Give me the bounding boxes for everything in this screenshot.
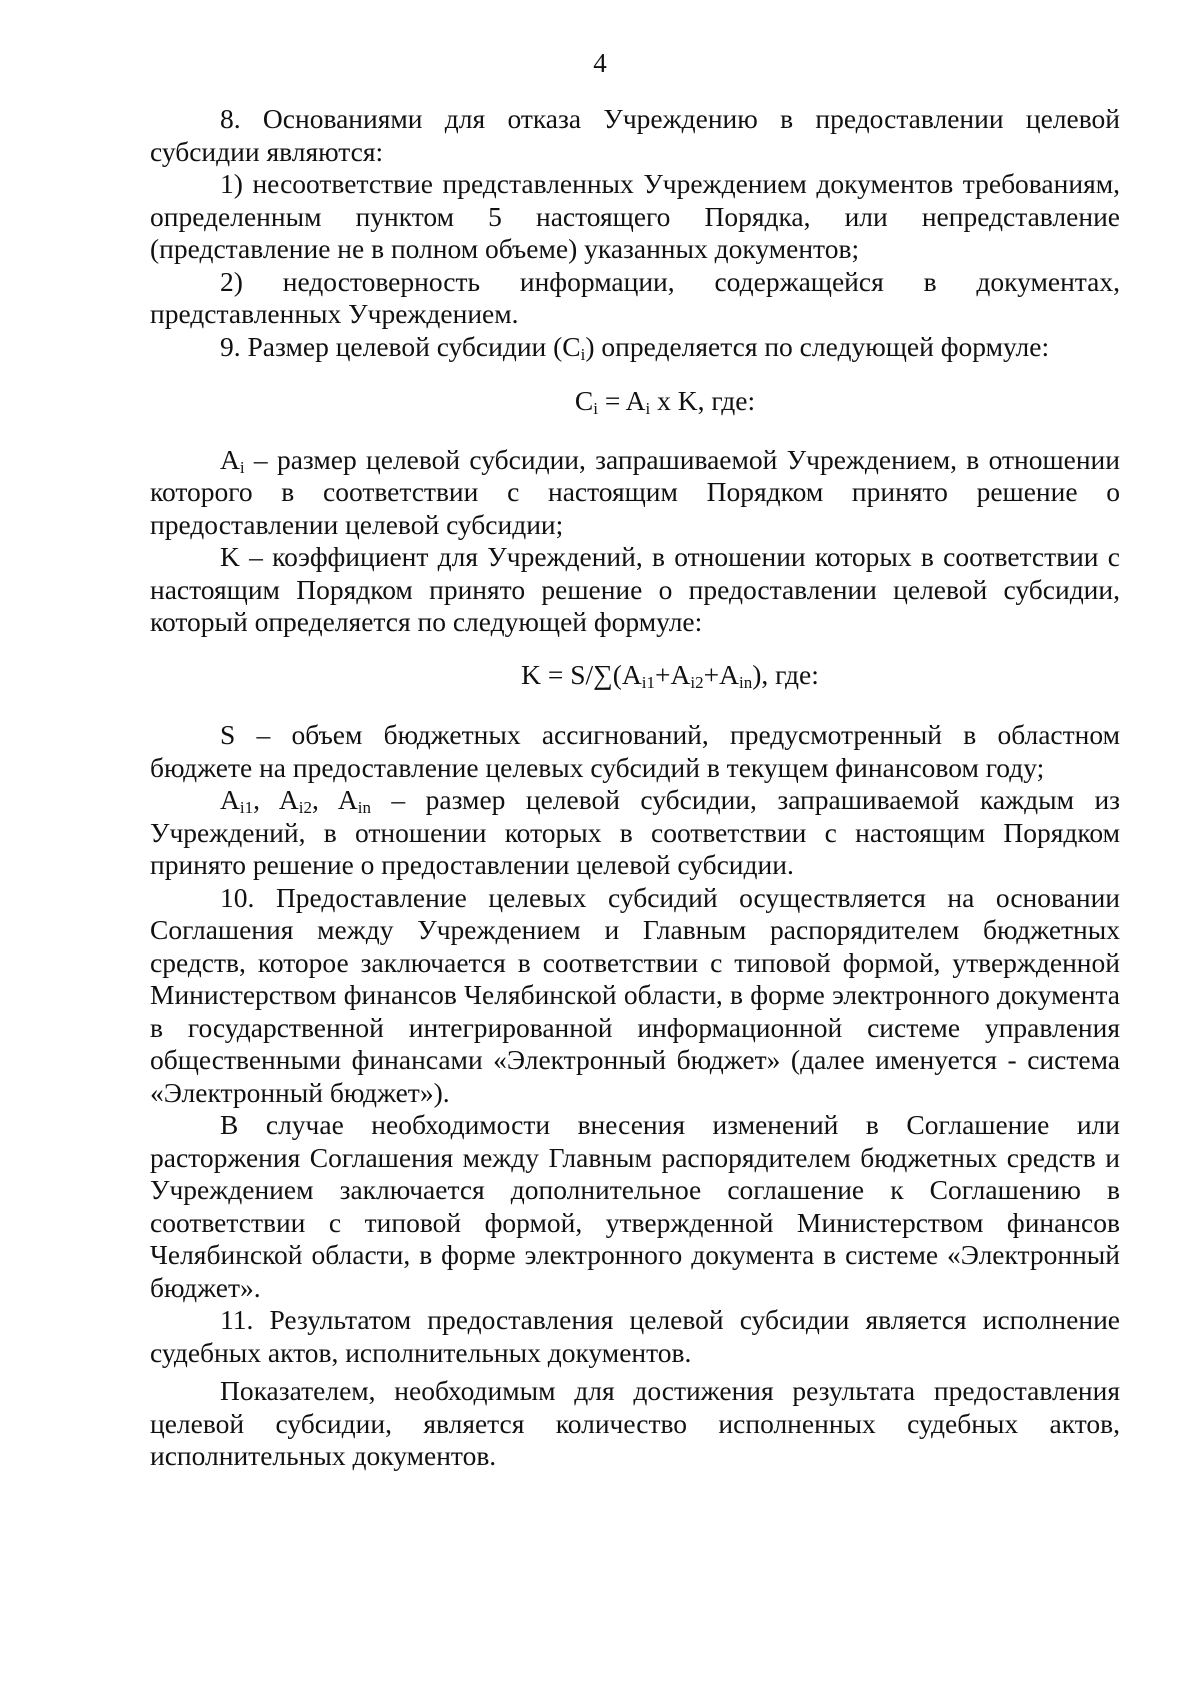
definition-a-list-a: A [220,784,240,815]
formula-k-plus-2: +A [703,658,739,690]
paragraph-10-continued: В случае необходимости внесения изменений в Соглашение или расторжения Соглашения между Главным распорядителем бюджетных средств и Учреждением заключается дополнительное соглашение к Соглашению в соответствии с типовой формой, утвержденной Министерством финансов Челябинской области, в форме электронного документа в системе «Электронный бюджет». [150,1109,1120,1303]
formula-k-tail: ), где: [752,658,819,690]
paragraph-9-text-a: 9. Размер целевой субсидии (C [220,330,581,362]
paragraph-10: 10. Предоставление целевых субсидий осуществляется на основании Соглашения между Учреждением и Главным распорядителем бюджетных средств, которое заключается в соответствии с типовой формой, утвержденной Министерством финансов Челябинской области, в форме электронного документа в государственной интегрированной информационной системе управления общественными финансами «Электронный бюджет» (далее именуется - система «Электронный бюджет»). [150,881,1120,1108]
definition-a-list-sub-3: in [357,798,371,817]
definition-ai-text: – размер целевой субсидии, запрашиваемой Учреждением, в отношении которого в соответствии с настоящим Порядком принято решение о предоставлении целевой субсидии; [150,443,1120,540]
formula-k-sub-1: i1 [641,672,656,692]
definition-ai-symbol: A [220,443,240,475]
paragraph-9-text-b: ) определяется по следующей формуле: [585,330,1050,362]
definition-a-list-sub-2: i2 [298,798,313,817]
formula-k-plus-1: +A [655,658,691,690]
definition-s: S – объем бюджетных ассигнований, предусмотренный в областном бюджете на предоставление целевых субсидий в текущем финансовом году; [150,719,1120,783]
page-number: 4 [593,48,607,78]
formula-k-sub-2: i2 [690,672,704,692]
formula-k-head: K = S/∑(A [521,658,642,690]
paragraph-11: 11. Результатом предоставления целевой субсидии является исполнение судебных актов, исполнительных документов. [150,1304,1120,1368]
formula-ci-mid: = A [597,385,646,416]
paragraph-9-subscript: i [580,344,586,364]
definition-ai [150,444,1120,542]
document-body [150,103,1120,1473]
paragraph-9 [150,331,1120,364]
formula-ci-c: C [574,385,594,416]
paragraph-11-continued: Показателем, необходимым для достижения результата предоставления целевой субсидии, является количество исполненных судебных актов, исполнительных документов. [150,1375,1120,1471]
paragraph-8-item-2: 2) недостоверность информации, содержащейся в документах, представленных Учреждением. [150,265,1120,329]
formula-ci-tail: x K, где: [650,385,756,416]
formula-k-sub-3: in [739,672,753,692]
formula-k [150,659,1120,692]
definition-a-list [150,784,1120,882]
paragraph-8-item-1: 1) несоответствие представленных Учреждением документов требованиям, определенным пунктом 5 настоящего Порядка, или непредставление (представление не в полном объеме) указанных документов; [150,168,1120,264]
definition-ai-subscript: i [239,457,245,477]
formula-ci-c-sub: i [593,399,598,418]
definition-a-list-sep-2: , A [312,784,358,815]
formula-ci [150,385,1120,418]
paragraph-8: 8. Основаниями для отказа Учреждению в предоставлении целевой субсидии являются: [150,103,1120,167]
definition-a-list-sep-1: , A [253,784,299,815]
definition-a-list-text: – размер целевой субсидии, запрашиваемой каждым из Учреждений, в отношении которых в соответствии с настоящим Порядком принято решение о предоставлении целевой субсидии. [150,784,1121,880]
formula-ci-a-sub: i [645,399,651,418]
definition-k: K – коэффициент для Учреждений, в отношении которых в соответствии с настоящим Порядком принято решение о предоставлении целевой субсидии, который определяется по следующей формуле: [150,541,1120,637]
definition-a-list-sub-1: i1 [239,798,254,817]
